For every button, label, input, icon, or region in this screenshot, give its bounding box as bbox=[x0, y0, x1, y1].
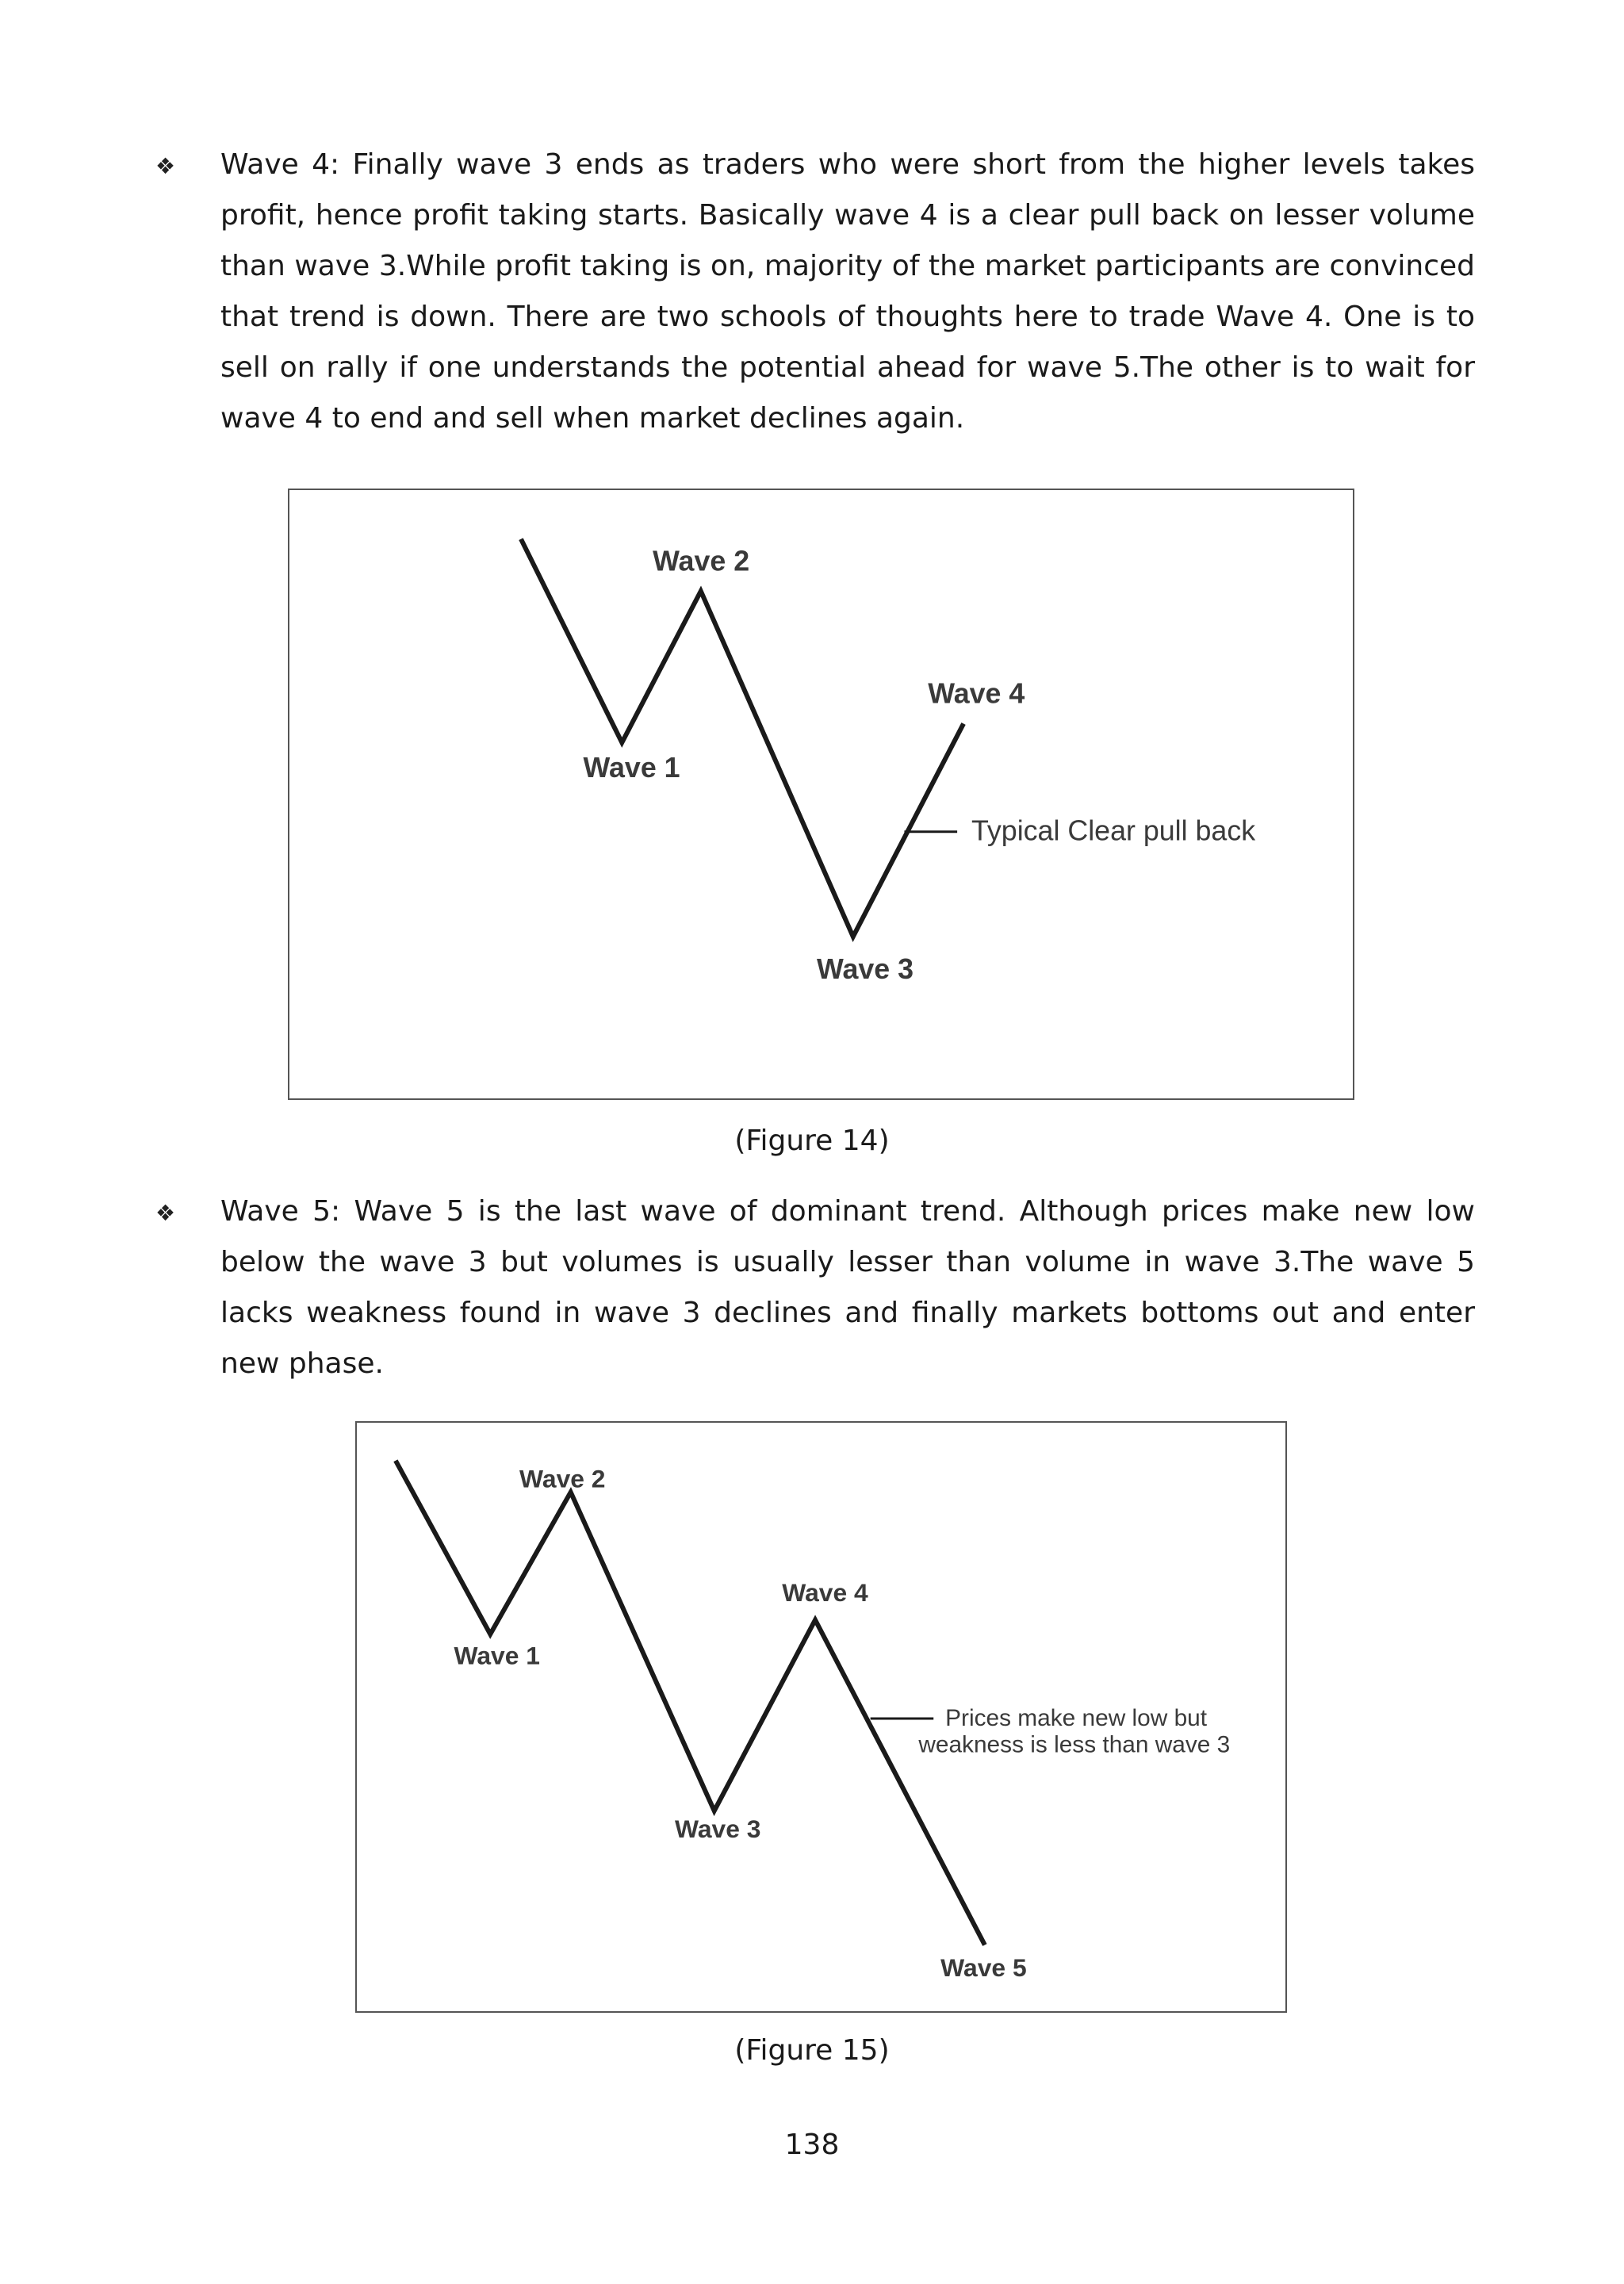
wave4-label: Wave 4 bbox=[928, 677, 1025, 710]
wave3-label: Wave 3 bbox=[817, 952, 914, 985]
wave5-paragraph: Wave 5: Wave 5 is the last wave of dominant trend. Although prices make new low below the wave 3 but volumes is usually lesser than volume in wave 3.The wave 5 lacks weakness found in wave 3 declines and finally markets bottoms out and enter new phase. bbox=[220, 1195, 1475, 1380]
figure-14 bbox=[288, 489, 1354, 1100]
page-number: 138 bbox=[784, 2129, 840, 2161]
wave5-label: Wave 5 bbox=[940, 1953, 1027, 1983]
wave2-label: Wave 2 bbox=[519, 1464, 606, 1493]
wave4-label: Wave 4 bbox=[782, 1577, 868, 1607]
pullback-note: Typical Clear pull back bbox=[971, 814, 1256, 847]
note-line-1: Prices make new low but bbox=[945, 1704, 1208, 1731]
wave-path bbox=[521, 539, 963, 937]
wave1-label: Wave 1 bbox=[454, 1641, 540, 1670]
wave2-label: Wave 2 bbox=[653, 545, 750, 577]
figure-14-caption: (Figure 14) bbox=[734, 1125, 890, 1157]
bullet-marker: ❖ bbox=[155, 153, 176, 179]
figure-14-diagram bbox=[289, 490, 1353, 1098]
wave-path bbox=[396, 1461, 985, 1945]
wave4-paragraph: Wave 4: Finally wave 3 ends as traders who were short from the higher levels takes profit, hence profit taking starts. Basically wave 4 is a clear pull back on lesser volume than wave 3.While profit taking is on, majority of the market participants are convinced that trend is down. There are two schools of thoughts here to trade Wave 4. One is to sell on rally if one understands the potential ahead for wave 5.The other is to wait for wave 4 to end and sell when market declines again. bbox=[220, 148, 1475, 435]
figure-15-caption: (Figure 15) bbox=[734, 2034, 890, 2067]
wave1-label: Wave 1 bbox=[583, 752, 680, 784]
bullet-marker: ❖ bbox=[155, 1200, 176, 1226]
figure-15 bbox=[355, 1421, 1287, 2013]
figure-15-diagram bbox=[357, 1423, 1285, 2011]
note-line-2: weakness is less than wave 3 bbox=[918, 1731, 1231, 1758]
wave3-label: Wave 3 bbox=[674, 1815, 761, 1844]
